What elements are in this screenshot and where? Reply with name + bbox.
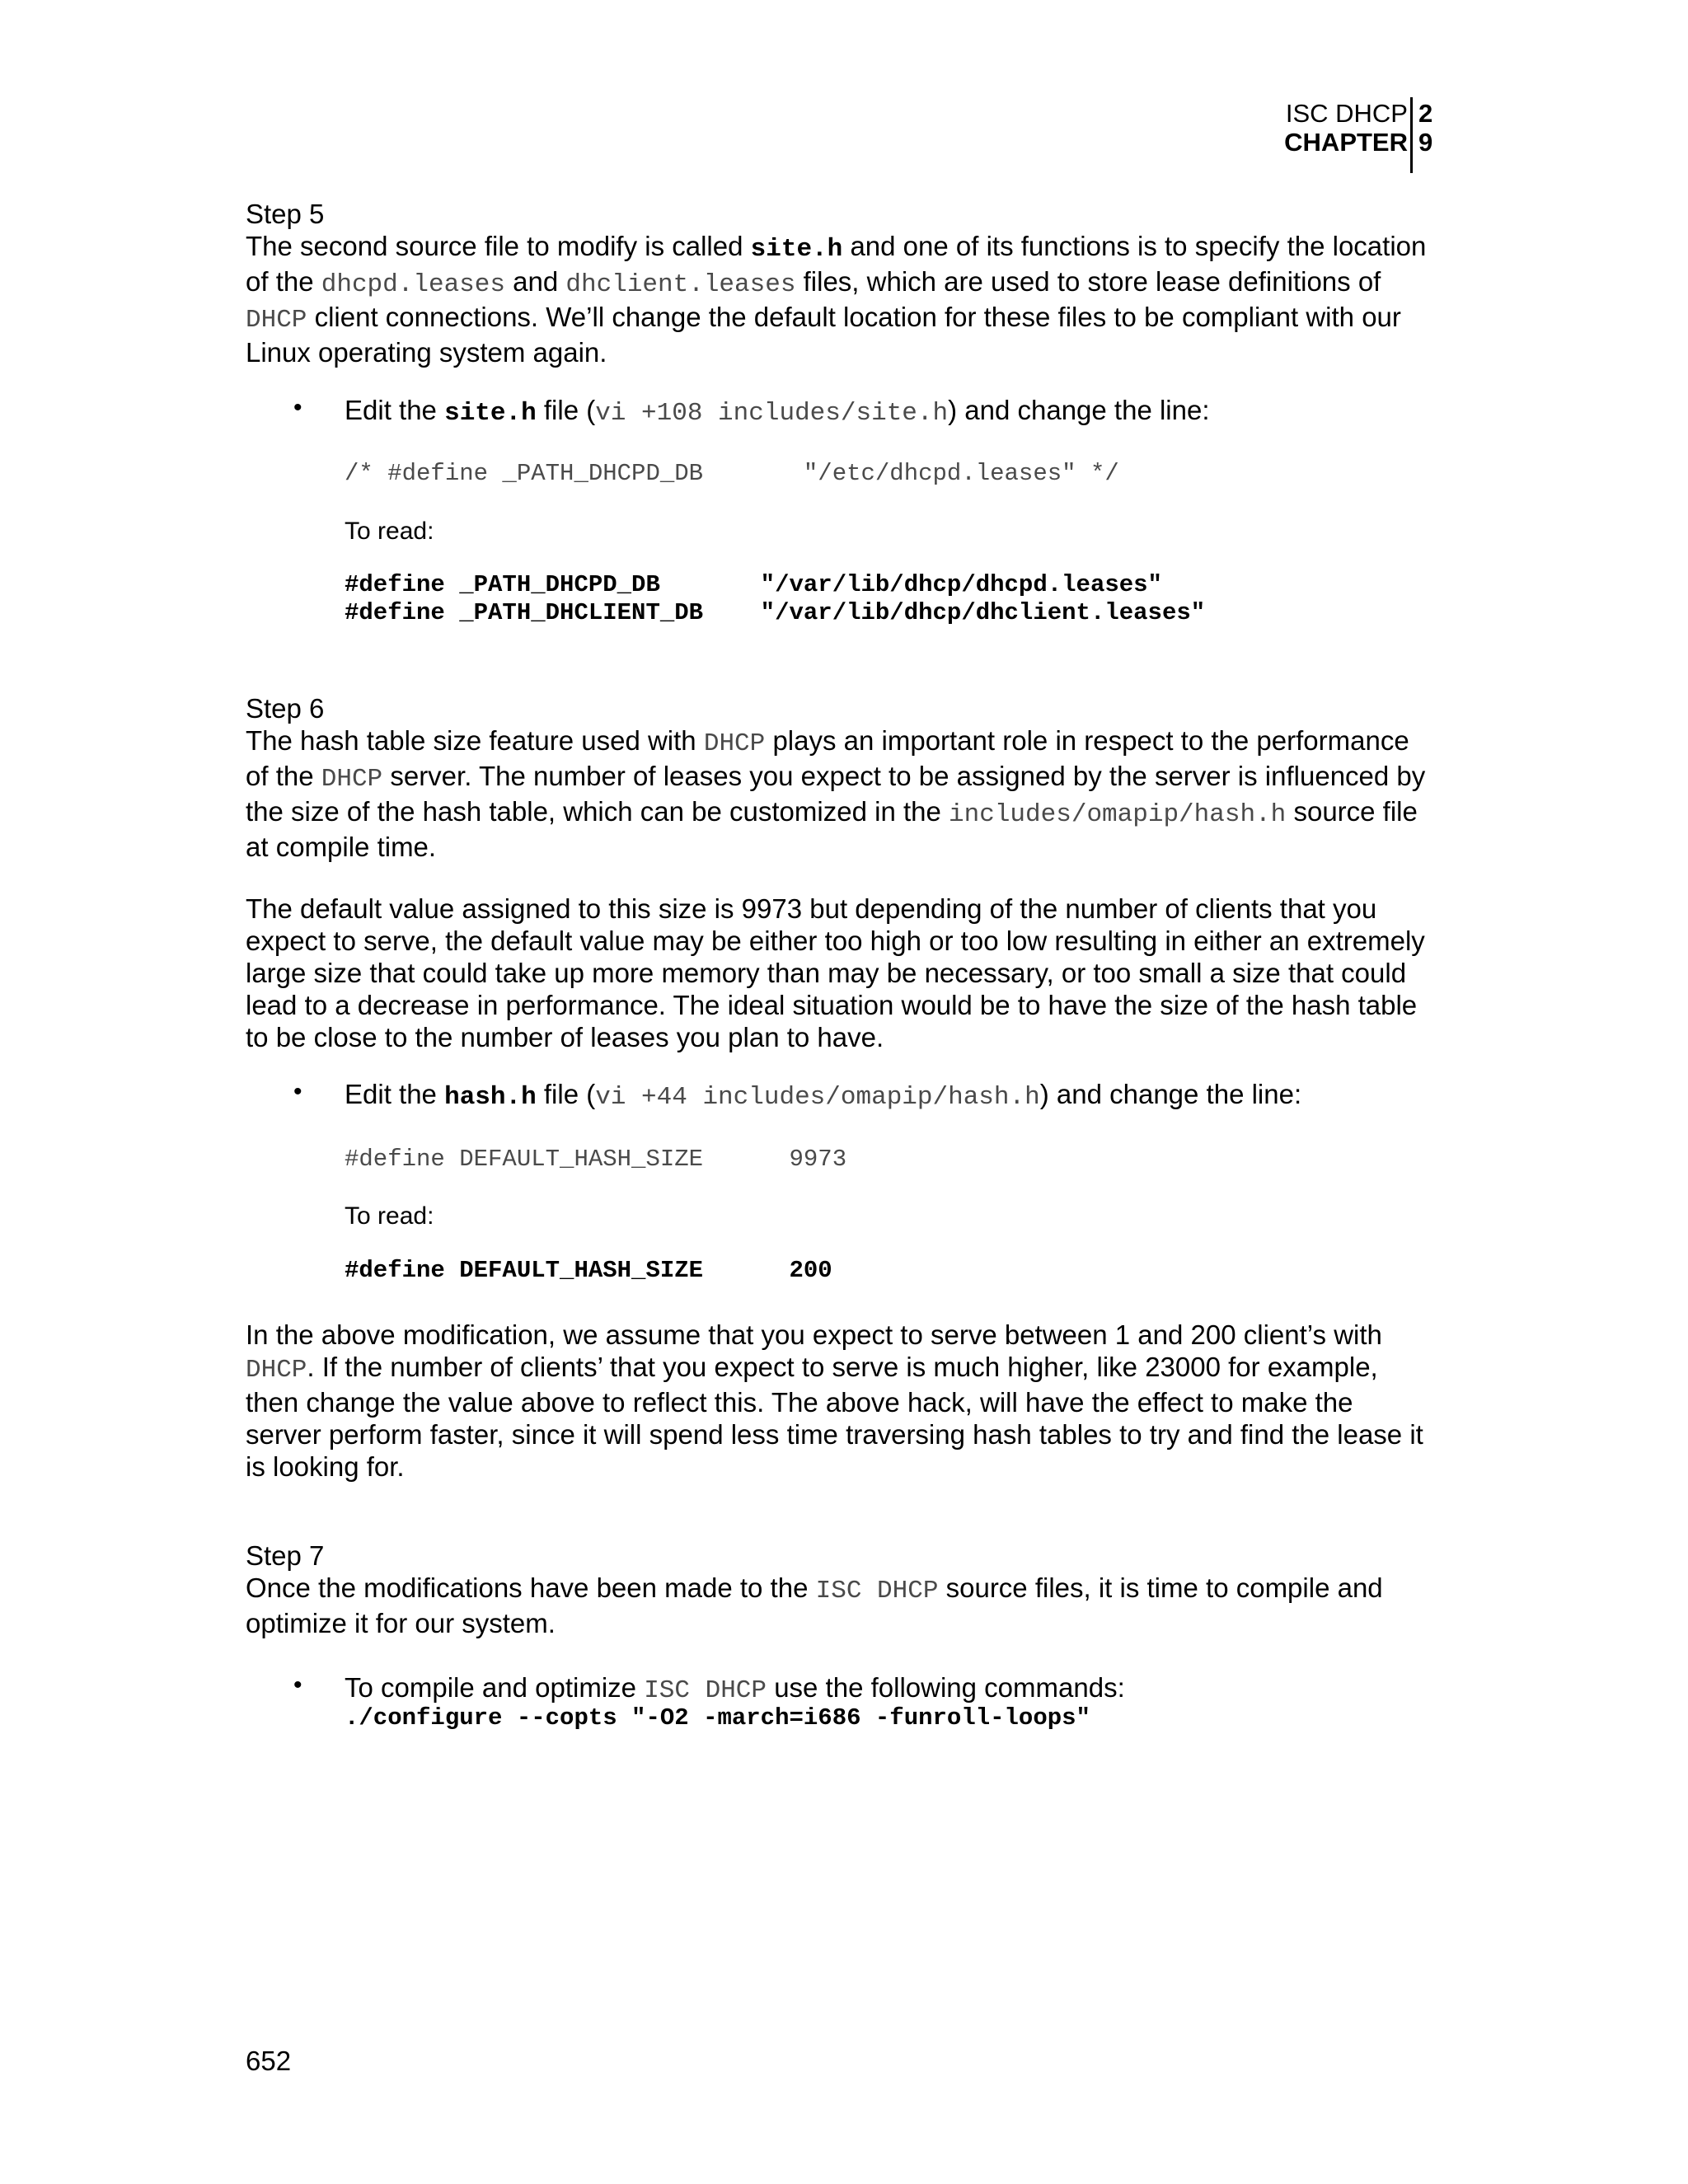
to-read-label: To read: bbox=[345, 518, 434, 545]
chapter-number-bottom: 9 bbox=[1418, 128, 1433, 157]
step5-heading: Step 5 bbox=[246, 199, 325, 229]
code-old-hash-h: #define DEFAULT_HASH_SIZE 9973 bbox=[345, 1146, 847, 1173]
step5-section bbox=[246, 198, 1432, 368]
chapter-number bbox=[1418, 99, 1432, 157]
step6-paragraph-2: The default value assigned to this size is 9973 but depending of the number of clients that you expect to serve, the default value may be either too high or too low resulting in either an extremely large size that could take up more memory than may be necessary, or too small a size that could lead to a decrease in performance. The ideal situation would be to have the size of the hash table to be close to the number of leases you plan to have. bbox=[246, 893, 1425, 1052]
step5-paragraph: The second source file to modify is called site.h and one of its functions is to specify the location of the dhcpd.leases and dhclient.leases files, which are used to store lease definitions of DHCP client connections. We’ll change the default location for these files to be compliant with our Linux operating system again. bbox=[246, 231, 1427, 368]
configure-command: ./configure --copts "-O2 -march=i686 -funroll-loops" bbox=[345, 1704, 1090, 1732]
bullet-icon: • bbox=[293, 1671, 302, 1699]
running-header bbox=[1284, 99, 1408, 157]
step5-bullet: Edit the site.h file (vi +108 includes/site.h) and change the line: bbox=[345, 395, 1210, 428]
vi-command: vi +108 includes/site.h bbox=[595, 399, 949, 428]
page-number: 652 bbox=[246, 2046, 292, 2076]
step6-paragraph-3: In the above modification, we assume that you expect to serve between 1 and 200 client’s with DHCP. If the number of clients’ that you expect to serve is much higher, like 23000 for example, then change the value above to reflect this. The above hack, will have the effect to make the server perform faster, since it will spend less time traversing hash tables to try and find the lease it is looking for. bbox=[246, 1319, 1423, 1482]
step7-paragraph: Once the modifications have been made to the ISC DHCP source files, it is time to compile and optimize it for our system. bbox=[246, 1572, 1383, 1638]
dhcp-term: DHCP bbox=[246, 306, 307, 335]
to-read-label: To read: bbox=[345, 1202, 434, 1230]
code-new-line-2: #define _PATH_DHCLIENT_DB "/var/lib/dhcp/dhclient.leases" bbox=[345, 599, 1206, 626]
bullet-icon: • bbox=[293, 394, 302, 421]
file-site-h: site.h bbox=[750, 235, 843, 264]
step7-section bbox=[246, 1540, 1432, 1639]
step6-paragraph-1: The hash table size feature used with DHCP plays an important role in respect to the performance of the DHCP server. The number of leases you expect to be assigned by the server is influenced by the size of the hash table, which can be customized in the includes/omapip/hash.h source file at compile time. bbox=[246, 725, 1426, 862]
header-title: ISC DHCP bbox=[1285, 99, 1408, 128]
step7-heading: Step 7 bbox=[246, 1540, 325, 1571]
file-hash-h-path: includes/omapip/hash.h bbox=[949, 800, 1287, 829]
chapter-number-top: 2 bbox=[1418, 99, 1433, 128]
code-old-site-h: /* #define _PATH_DHCPD_DB "/etc/dhcpd.leases" */ bbox=[345, 460, 1119, 487]
file-dhclient-leases: dhclient.leases bbox=[565, 270, 796, 299]
step6-section bbox=[246, 692, 1432, 1053]
code-new-line-1: #define _PATH_DHCPD_DB "/var/lib/dhcp/dhcpd.leases" bbox=[345, 571, 1162, 598]
vi-command: vi +44 includes/omapip/hash.h bbox=[595, 1083, 1040, 1112]
header-divider bbox=[1410, 97, 1413, 173]
step6-heading: Step 6 bbox=[246, 693, 325, 724]
step7-bullet: To compile and optimize ISC DHCP use the following commands: bbox=[345, 1672, 1125, 1705]
step6-bullet: Edit the hash.h file (vi +44 includes/omapip/hash.h) and change the line: bbox=[345, 1079, 1302, 1112]
bullet-icon: • bbox=[293, 1078, 302, 1105]
header-chapter-label: CHAPTER bbox=[1284, 128, 1408, 157]
file-dhcpd-leases: dhcpd.leases bbox=[321, 270, 505, 299]
code-new-hash-h: #define DEFAULT_HASH_SIZE 200 bbox=[345, 1257, 832, 1284]
